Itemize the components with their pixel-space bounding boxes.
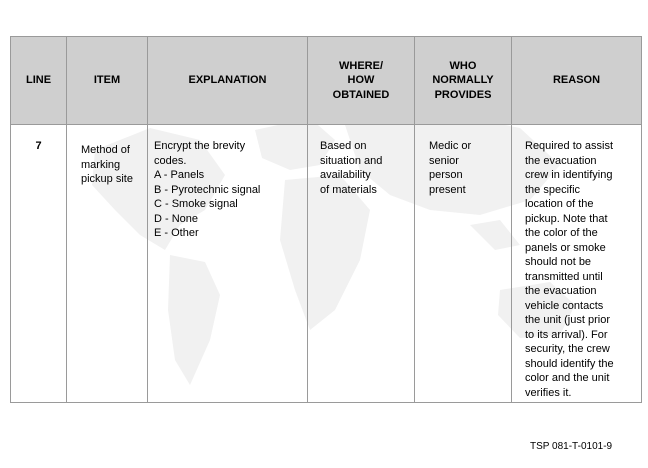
header-line: LINE — [11, 37, 67, 125]
cell-who-normally-provides: Medic or senior person present — [415, 125, 512, 403]
document-code: TSP 081-T-0101-9 — [530, 441, 613, 452]
medevac-request-table — [10, 36, 642, 403]
header-who-normally-provides: WHO NORMALLY PROVIDES — [415, 37, 512, 125]
table-row — [11, 125, 642, 403]
header-where-how-obtained: WHERE/ HOW OBTAINED — [308, 37, 415, 125]
header-explanation: EXPLANATION — [148, 37, 308, 125]
cell-item: Method of marking pickup site — [67, 125, 148, 403]
cell-where-how-obtained: Based on situation and availability of materials — [308, 125, 415, 403]
cell-reason: Required to assist the evacuation crew in identifying the specific location of the pickup. Note that the color of the panels or smoke should not be transmitted until the evacuation vehicle contacts the unit (just prior to its arrival). For security, the crew should identify the color and the unit verifies it. — [512, 125, 642, 403]
table-header-row — [11, 37, 642, 125]
cell-explanation: Encrypt the brevity codes. A - Panels B - Pyrotechnic signal C - Smoke signal D - None E - Other — [148, 125, 308, 403]
header-reason: REASON — [512, 37, 642, 125]
cell-line-number: 7 — [11, 125, 67, 403]
header-item: ITEM — [67, 37, 148, 125]
